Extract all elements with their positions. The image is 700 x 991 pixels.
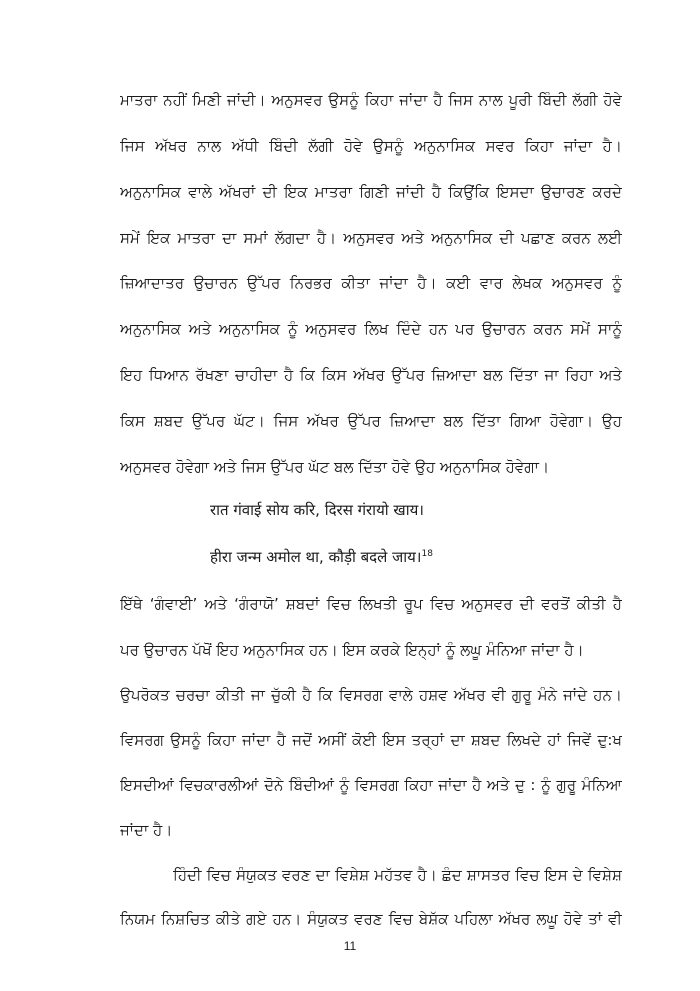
text-line: ਹਿੰਦੀ ਵਿਚ ਸੰਯੁਕਤ ਵਰਣ ਦਾ ਵਿਸ਼ੇਸ਼ ਮਹੱਤਵ ਹੈ। ਛੰਦ ਸ਼ਾਸਤਰ ਵਿਚ ਇਸ ਦੇ ਵਿਸ਼ੇਸ਼: [173, 866, 622, 884]
text-line: ਵਿਸਰਗ ਉਸਨੂੰ ਕਿਹਾ ਜਾਂਦਾ ਹੈ ਜਦੋਂ ਅਸੀਂ ਕੋਈ ਇਸ ਤਰ੍ਹਾਂ ਦਾ ਸ਼ਬਦ ਲਿਖਦੇ ਹਾਂ ਜਿਵੇਂ ਦੁ:ਖ: [120, 731, 622, 749]
text-line: ਜਿਸ ਅੱਖਰ ਨਾਲ ਅੱਧੀ ਬਿੰਦੀ ਲੱਗੀ ਹੋਵੇ ਉਸਨੂੰ ਅਨੁਨਾਸਿਕ ਸਵਰ ਕਿਹਾ ਜਾਂਦਾ ਹੈ।: [120, 137, 622, 155]
text-line: ਇੱਥੇ ‘ਗੰਵਾਈ’ ਅਤੇ ‘ਗੰਰਾਯੋ’ ਸ਼ਬਦਾਂ ਵਿਚ ਲਿਖਤੀ ਰੂਪ ਵਿਚ ਅਨੁਸਵਰ ਦੀ ਵਰਤੋਂ ਕੀਤੀ ਹੈ: [120, 595, 622, 613]
text-line: ਜ਼ਿਆਦਾਤਰ ਉਚਾਰਨ ਉੱਪਰ ਨਿਰਭਰ ਕੀਤਾ ਜਾਂਦਾ ਹੈ। ਕਈ ਵਾਰ ਲੇਖਕ ਅਨੁਸਵਰ ਨੂੰ: [120, 274, 622, 292]
verse-line: [210, 547, 610, 567]
text-line: ਜਾਂਦਾ ਹੈ।: [120, 821, 173, 839]
text-line: ਅਨੁਸਵਰ ਹੋਵੇਗਾ ਅਤੇ ਜਿਸ ਉੱਪਰ ਘੱਟ ਬਲ ਦਿੱਤਾ ਹੋਵੇ ਉਹ ਅਨੁਨਾਸਿਕ ਹੋਵੇਗਾ।: [120, 458, 550, 476]
text-line: ਇਹ ਧਿਆਨ ਰੱਖਣਾ ਚਾਹੀਦਾ ਹੈ ਕਿ ਕਿਸ ਅੱਖਰ ਉੱਪਰ ਜ਼ਿਆਦਾ ਬਲ ਦਿੱਤਾ ਜਾ ਰਿਹਾ ਅਤੇ: [120, 366, 622, 384]
text-line: ਇਸਦੀਆਂ ਵਿਚਕਾਰਲੀਆਂ ਦੋਨੇ ਬਿੰਦੀਆਂ ਨੂੰ ਵਿਸਰਗ ਕਿਹਾ ਜਾਂਦਾ ਹੈ ਅਤੇ ਦੁ : ਨੂੰ ਗੁਰੂ ਮੰਨਿਆ: [120, 776, 622, 794]
text-line: ਕਿਸ ਸ਼ਬਦ ਉੱਪਰ ਘੱਟ। ਜਿਸ ਅੱਖਰ ਉੱਪਰ ਜ਼ਿਆਦਾ ਬਲ ਦਿੱਤਾ ਗਿਆ ਹੋਵੇਗਾ। ਉਹ: [120, 412, 622, 430]
text-line: ਪਰ ਉਚਾਰਨ ਪੱਖੋਂ ਇਹ ਅਨੁਨਾਸਿਕ ਹਨ। ਇਸ ਕਰਕੇ ਇਨ੍ਹਾਂ ਨੂੰ ਲਘੂ ਮੰਨਿਆ ਜਾਂਦਾ ਹੈ।: [120, 641, 584, 659]
text-line: ਉਪਰੋਕਤ ਚਰਚਾ ਕੀਤੀ ਜਾ ਚੁੱਕੀ ਹੈ ਕਿ ਵਿਸਰਗ ਵਾਲੇ ਹਸ਼ਵ ਅੱਖਰ ਵੀ ਗੁਰੂ ਮੰਨੇ ਜਾਂਦੇ ਹਨ।: [120, 686, 622, 704]
text-line: ਅਨੁਨਾਸਿਕ ਅਤੇ ਅਨੁਨਾਸਿਕ ਨੂੰ ਅਨੁਸਵਰ ਲਿਖ ਦਿੰਦੇ ਹਨ ਪਰ ਉਚਾਰਨ ਕਰਨ ਸਮੇਂ ਸਾਨੂੰ: [120, 320, 622, 338]
verse-line: रात गंवाई सोय करि, दिरस गंरायो खाय।: [210, 501, 424, 519]
text-line: ਅਨੁਨਾਸਿਕ ਵਾਲੇ ਅੱਖਰਾਂ ਦੀ ਇਕ ਮਾਤਰਾ ਗਿਣੀ ਜਾਂਦੀ ਹੈ ਕਿਉਂਕਿ ਇਸਦਾ ਉਚਾਰਣ ਕਰਦੇ: [120, 183, 622, 201]
text-line: ਨਿਯਮ ਨਿਸ਼ਚਿਤ ਕੀਤੇ ਗਏ ਹਨ। ਸੰਯੁਕਤ ਵਰਣ ਵਿਚ ਬੇਸ਼ੱਕ ਪਹਿਲਾ ਅੱਖਰ ਲਘੂ ਹੋਵੇ ਤਾਂ ਵੀ: [120, 910, 622, 928]
verse-text: हीरा जन्म अमोल था, कौड़ी बदले जाय।: [210, 548, 422, 566]
page-number: 11: [343, 939, 357, 953]
text-line: ਮਾਤਰਾ ਨਹੀਂ ਮਿਣੀ ਜਾਂਦੀ। ਅਨੁਸਵਰ ਉਸਨੂੰ ਕਿਹਾ ਜਾਂਦਾ ਹੈ ਜਿਸ ਨਾਲ ਪੂਰੀ ਬਿੰਦੀ ਲੱਗੀ ਹੋਵੇ: [120, 91, 622, 109]
footnote-marker: 18: [421, 549, 433, 559]
text-line: ਸਮੇਂ ਇਕ ਮਾਤਰਾ ਦਾ ਸਮਾਂ ਲੱਗਦਾ ਹੈ। ਅਨੁਸਵਰ ਅਤੇ ਅਨੁਨਾਸਿਕ ਦੀ ਪਛਾਣ ਕਰਨ ਲਈ: [120, 229, 622, 247]
